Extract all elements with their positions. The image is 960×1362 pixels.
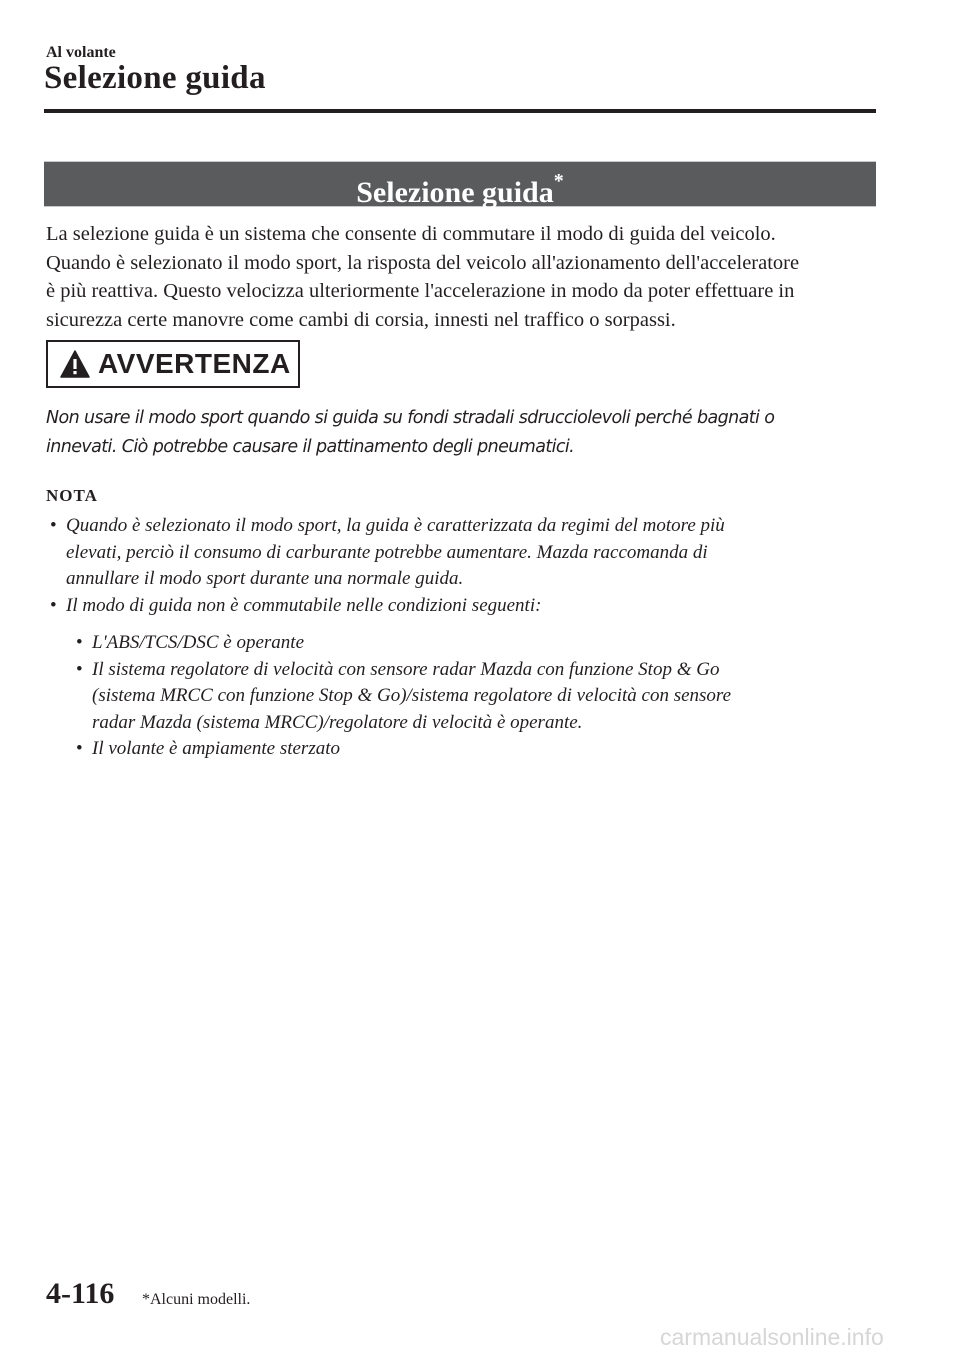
note-sub-item <box>72 657 866 737</box>
warning-triangle-icon <box>60 350 90 378</box>
note-sub-item <box>72 630 866 657</box>
header-rule <box>44 109 876 113</box>
availability-marker: * <box>553 170 564 192</box>
note-list <box>46 513 866 763</box>
warning-label: AVVERTENZA <box>98 348 291 379</box>
page-header-title: Selezione guida <box>44 60 266 96</box>
section-label: Al volante <box>46 44 116 61</box>
note-sub-item <box>72 736 866 763</box>
note-heading: NOTA <box>46 486 98 505</box>
note-line: elevati, perciò il consumo di carburante potrebbe aumentare. Mazda raccomanda di <box>66 541 708 563</box>
section-title-bar <box>44 161 876 207</box>
bullet-icon: • <box>50 594 57 616</box>
section-title: Selezione guida <box>356 176 554 209</box>
note-line: Il volante è ampiamente sterzato <box>92 738 341 759</box>
note-item <box>46 593 866 620</box>
bullet-icon: • <box>76 632 83 653</box>
bullet-icon: • <box>76 738 83 759</box>
warning-box <box>46 340 300 388</box>
note-sub-list <box>46 630 866 763</box>
warning-line: Non usare il modo sport quando si guida su fondi stradali sdrucciolevoli perché bagnati o <box>46 408 775 428</box>
note-line: L'ABS/TCS/DSC è operante <box>92 632 305 653</box>
bullet-icon: • <box>76 658 83 680</box>
footnote: *Alcuni modelli. <box>142 1291 251 1308</box>
page-number: 4-116 <box>46 1277 115 1310</box>
note-line: (sistema MRCC con funzione Stop & Go)/sistema regolatore di velocità con sensore <box>92 685 732 706</box>
warning-text <box>46 404 866 462</box>
note-line: annullare il modo sport durante una normale guida. <box>66 568 464 589</box>
bullet-icon: • <box>50 515 57 536</box>
intro-line: La selezione guida è un sistema che consente di commutare il modo di guida del veicolo. <box>46 223 776 245</box>
intro-line: Quando è selezionato il modo sport, la risposta del veicolo all'azionamento dell'acceleratore <box>46 251 800 274</box>
intro-line: sicurezza certe manovre come cambi di corsia, innesti nel traffico o sorpassi. <box>46 308 676 331</box>
watermark: carmanualsonline.info <box>660 1324 884 1350</box>
warning-line: innevati. Ciò potrebbe causare il pattinamento degli pneumatici. <box>46 437 575 457</box>
note-line: Il sistema regolatore di velocità con sensore radar Mazda con funzione Stop & Go <box>92 658 720 680</box>
note-item <box>46 513 866 593</box>
intro-line: è più reattiva. Questo velocizza ulteriormente l'accelerazione in modo da poter effettuare in <box>46 280 795 302</box>
note-line: Il modo di guida non è commutabile nelle condizioni seguenti: <box>66 594 542 616</box>
intro-paragraph <box>46 220 886 334</box>
note-line: Quando è selezionato il modo sport, la guida è caratterizzata da regimi del motore più <box>66 515 725 536</box>
note-line: radar Mazda (sistema MRCC)/regolatore di velocità è operante. <box>92 711 583 733</box>
